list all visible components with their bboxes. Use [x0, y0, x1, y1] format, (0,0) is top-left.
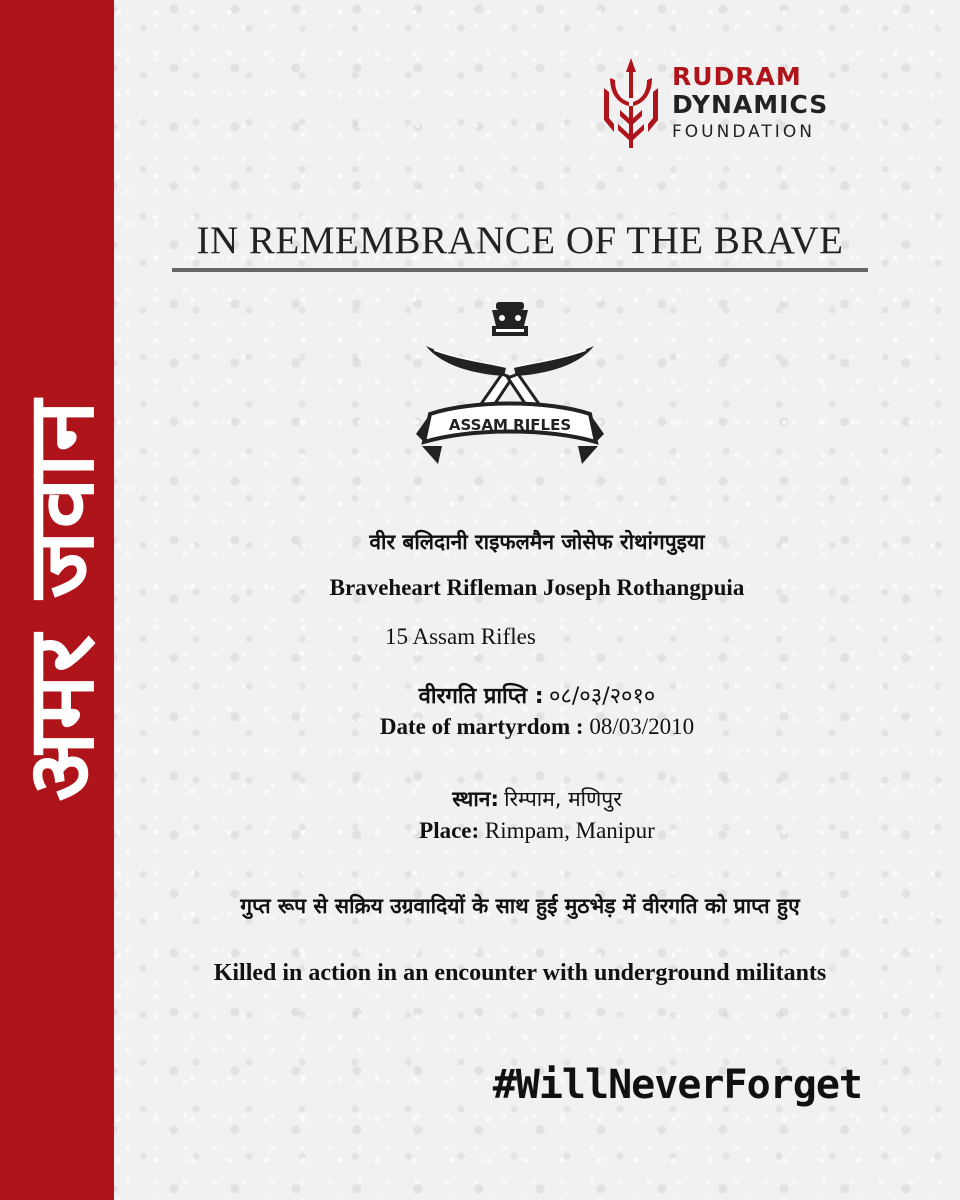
soldier-name-hindi: वीर बलिदानी राइफलमैन जोसेफ रोथांगपुइया [369, 530, 705, 554]
martyrdom-label-english: Date of martyrdom : [379, 714, 584, 739]
place-value-hindi: रिम्पाम, मणिपुर [504, 787, 622, 811]
emblem-scroll-text: ASSAM RIFLES [448, 416, 572, 434]
martyrdom-date-hindi [114, 680, 960, 710]
hashtag: #WillNeverForget [492, 1062, 862, 1108]
logo-line-dynamics: DYNAMICS [672, 90, 829, 119]
description-hindi: गुप्त रूप से सक्रिय उग्रवादियों के साथ हुई मुठभेड़ में वीरगति को प्राप्त हुए [240, 894, 800, 918]
martyrdom-label-hindi: वीरगति प्राप्ति : [418, 684, 544, 709]
soldier-name-english: Braveheart Rifleman Joseph Rothangpuia [329, 575, 745, 600]
description-english: Killed in action in an encounter with underground militants [213, 960, 827, 986]
side-banner-label: अमर जवान [7, 398, 115, 802]
place-label-hindi: स्थान: [452, 787, 499, 811]
place-hindi [114, 785, 960, 813]
title-divider [172, 268, 868, 272]
trident-icon [600, 58, 662, 148]
martyrdom-value-english: 08/03/2010 [589, 714, 695, 739]
logo-line-foundation: FOUNDATION [672, 122, 815, 142]
place-label-english: Place: [419, 818, 480, 843]
soldier-unit: 15 Assam Rifles [385, 624, 536, 649]
martyrdom-date-english [114, 714, 960, 740]
place-value-english: Rimpam, Manipur [484, 818, 655, 843]
assam-rifles-emblem-icon [412, 296, 608, 468]
page-title: IN REMEMBRANCE OF THE BRAVE [196, 219, 844, 262]
place-english [114, 818, 960, 844]
logo-line-rudram: RUDRAM [672, 62, 802, 91]
side-banner [0, 0, 114, 1200]
foundation-logo [600, 58, 862, 148]
martyrdom-value-hindi: ०८/०३/२०१० [549, 684, 656, 709]
